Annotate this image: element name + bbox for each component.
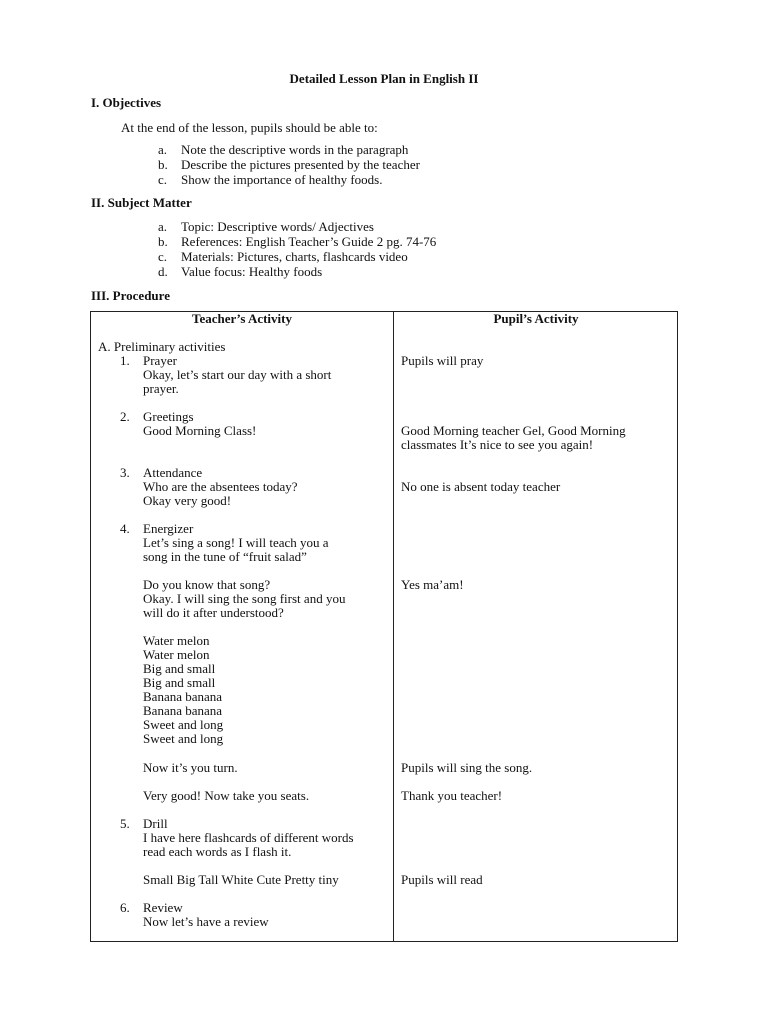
step-number: 3.	[120, 465, 130, 480]
pupil-line: classmates It’s nice to see you again!	[401, 437, 594, 452]
step-name: Attendance	[143, 465, 203, 480]
song-line: Big and small	[143, 661, 216, 676]
step-number: 2.	[120, 409, 130, 424]
step-name: Prayer	[143, 353, 177, 368]
step-number: 6.	[120, 900, 130, 915]
column-divider	[393, 312, 394, 941]
step-name: Drill	[143, 816, 168, 831]
song-line: Sweet and long	[143, 731, 224, 746]
pupil-column-header: Pupil’s Activity	[493, 311, 579, 326]
list-text: References: English Teacher’s Guide 2 pg. 74-76	[181, 234, 437, 249]
list-text: Show the importance of healthy foods.	[181, 172, 383, 187]
step-name: Greetings	[143, 409, 194, 424]
pupil-line: Yes ma’am!	[401, 577, 464, 592]
teacher-line: Very good! Now take you seats.	[143, 788, 310, 803]
teacher-line: read each words as I flash it.	[143, 844, 292, 859]
list-marker: c.	[158, 249, 168, 264]
pupil-line: Thank you teacher!	[401, 788, 503, 803]
teacher-line: prayer.	[143, 381, 179, 396]
song-line: Banana banana	[143, 689, 223, 704]
list-text: Materials: Pictures, charts, flashcards video	[181, 249, 408, 264]
list-marker: d.	[158, 264, 168, 279]
song-line: Water melon	[143, 633, 210, 648]
section-preliminary: A. Preliminary activities	[98, 339, 226, 354]
teacher-line: Now it’s you turn.	[143, 760, 238, 775]
teacher-line: song in the tune of “fruit salad”	[143, 549, 307, 564]
list-marker: b.	[158, 234, 168, 249]
list-marker: a.	[158, 142, 168, 157]
pupil-line: No one is absent today teacher	[401, 479, 561, 494]
step-number: 4.	[120, 521, 130, 536]
teacher-line: I have here flashcards of different words	[143, 830, 354, 845]
pupil-line: Good Morning teacher Gel, Good Morning	[401, 423, 626, 438]
teacher-line: Now let’s have a review	[143, 914, 269, 929]
objectives-heading: I. Objectives	[91, 95, 162, 110]
step-name: Review	[143, 900, 183, 915]
song-line: Sweet and long	[143, 717, 224, 732]
step-number: 1.	[120, 353, 130, 368]
teacher-column-header: Teacher’s Activity	[191, 311, 292, 326]
list-marker: b.	[158, 157, 168, 172]
procedure-heading: III. Procedure	[91, 288, 170, 303]
list-marker: a.	[158, 219, 168, 234]
list-text: Note the descriptive words in the paragraph	[181, 142, 409, 157]
teacher-line: Small Big Tall White Cute Pretty tiny	[143, 872, 339, 887]
teacher-line: Okay, let’s start our day with a short	[143, 367, 332, 382]
pupil-line: Pupils will pray	[401, 353, 484, 368]
teacher-line: Who are the absentees today?	[143, 479, 298, 494]
teacher-line: will do it after understood?	[143, 605, 284, 620]
pupil-line: Pupils will read	[401, 872, 483, 887]
teacher-line: Good Morning Class!	[143, 423, 257, 438]
subject-matter-heading: II. Subject Matter	[91, 195, 192, 210]
step-name: Energizer	[143, 521, 194, 536]
song-line: Banana banana	[143, 703, 223, 718]
list-text: Value focus: Healthy foods	[181, 264, 323, 279]
list-text: Describe the pictures presented by the teacher	[181, 157, 420, 172]
teacher-line: Do you know that song?	[143, 577, 271, 592]
document-title: Detailed Lesson Plan in English II	[289, 71, 479, 86]
objectives-intro: At the end of the lesson, pupils should be able to:	[121, 120, 378, 135]
teacher-line: Let’s sing a song! I will teach you a	[143, 535, 329, 550]
pupil-line: Pupils will sing the song.	[401, 760, 533, 775]
list-text: Topic: Descriptive words/ Adjectives	[181, 219, 374, 234]
list-marker: c.	[158, 172, 168, 187]
step-number: 5.	[120, 816, 130, 831]
teacher-line: Okay very good!	[143, 493, 232, 508]
song-line: Big and small	[143, 675, 216, 690]
teacher-line: Okay. I will sing the song first and you	[143, 591, 346, 606]
song-line: Water melon	[143, 647, 210, 662]
